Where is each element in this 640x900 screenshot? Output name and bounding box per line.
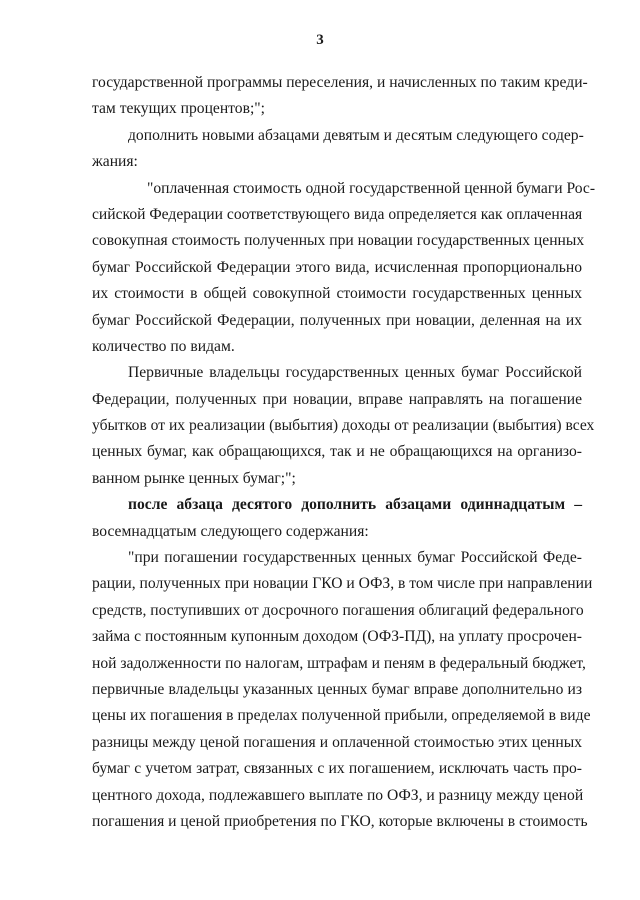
text-line: бумаг Российской Федерации этого вида, исчисленная пропорционально [92,258,582,276]
text-line: сийской Федерации соответствующего вида определяется как оплаченная [92,205,583,223]
page-number: 3 [316,32,324,48]
text-line: ной задолженности по налогам, штрафам и пеням в федеральный бюджет, [92,654,586,672]
text-line: займа с постоянным купонным доходом (ОФЗ-ПД), на уплату просрочен- [92,628,582,646]
text-line: дополнить новыми абзацами девятым и десятым следующего содер- [128,126,584,144]
text-line: цены их погашения в пределах полученной прибыли, определяемой в виде [92,707,591,725]
text-line: ванном рынке ценных бумаг;"; [92,469,296,487]
text-line: средств, поступивших от досрочного погашения облигаций федерального [92,601,584,619]
text-line: "оплаченная стоимость одной государственной ценной бумаги Рос- [147,179,596,197]
text-line: их стоимости в общей совокупной стоимости государственных ценных [92,285,582,303]
text-line: государственной программы переселения, и начисленных по таким креди- [92,74,588,91]
body-text [92,70,596,835]
text-line: совокупная стоимость полученных при новации государственных ценных [92,232,585,250]
text-line: "при погашении государственных ценных бумаг Российской Феде- [128,549,582,567]
text-line: бумаг Российской Федерации, полученных при новации, деленная на их [92,311,582,329]
text-line: первичные владельцы указанных ценных бумаг вправе дополнительно из [92,680,582,698]
text-line: Федерации, полученных при новации, вправе направлять на погашение [92,390,582,408]
text-line: количество по видам. [92,337,235,355]
text-line: разницы между ценой погашения и оплаченной стоимостью этих ценных [92,733,582,751]
text-line: восемнадцатым следующего содержания: [92,522,369,540]
text-line: убытков от их реализации (выбытия) доходы от реализации (выбытия) всех [92,417,595,435]
text-line: жания: [92,153,138,171]
text-line: бумаг с учетом затрат, связанных с их погашением, исключать часть про- [92,760,582,778]
text-line: рации, полученных при новации ГКО и ОФЗ, в том числе при направлении [92,575,593,593]
text-line: Первичные владельцы государственных ценных бумаг Российской [128,364,582,382]
text-line: после абзаца десятого дополнить абзацами одиннадцатым – [128,496,582,514]
text-line: ценных бумаг, как обращающихся, так и не обращающихся на организо- [92,443,582,461]
text-line: центного дохода, подлежавшего выплате по ОФЗ, и разницу между ценой [92,786,584,804]
text-line: там текущих процентов;"; [92,100,265,118]
text-line: погашения и ценой приобретения по ГКО, которые включены в стоимость [92,812,588,830]
